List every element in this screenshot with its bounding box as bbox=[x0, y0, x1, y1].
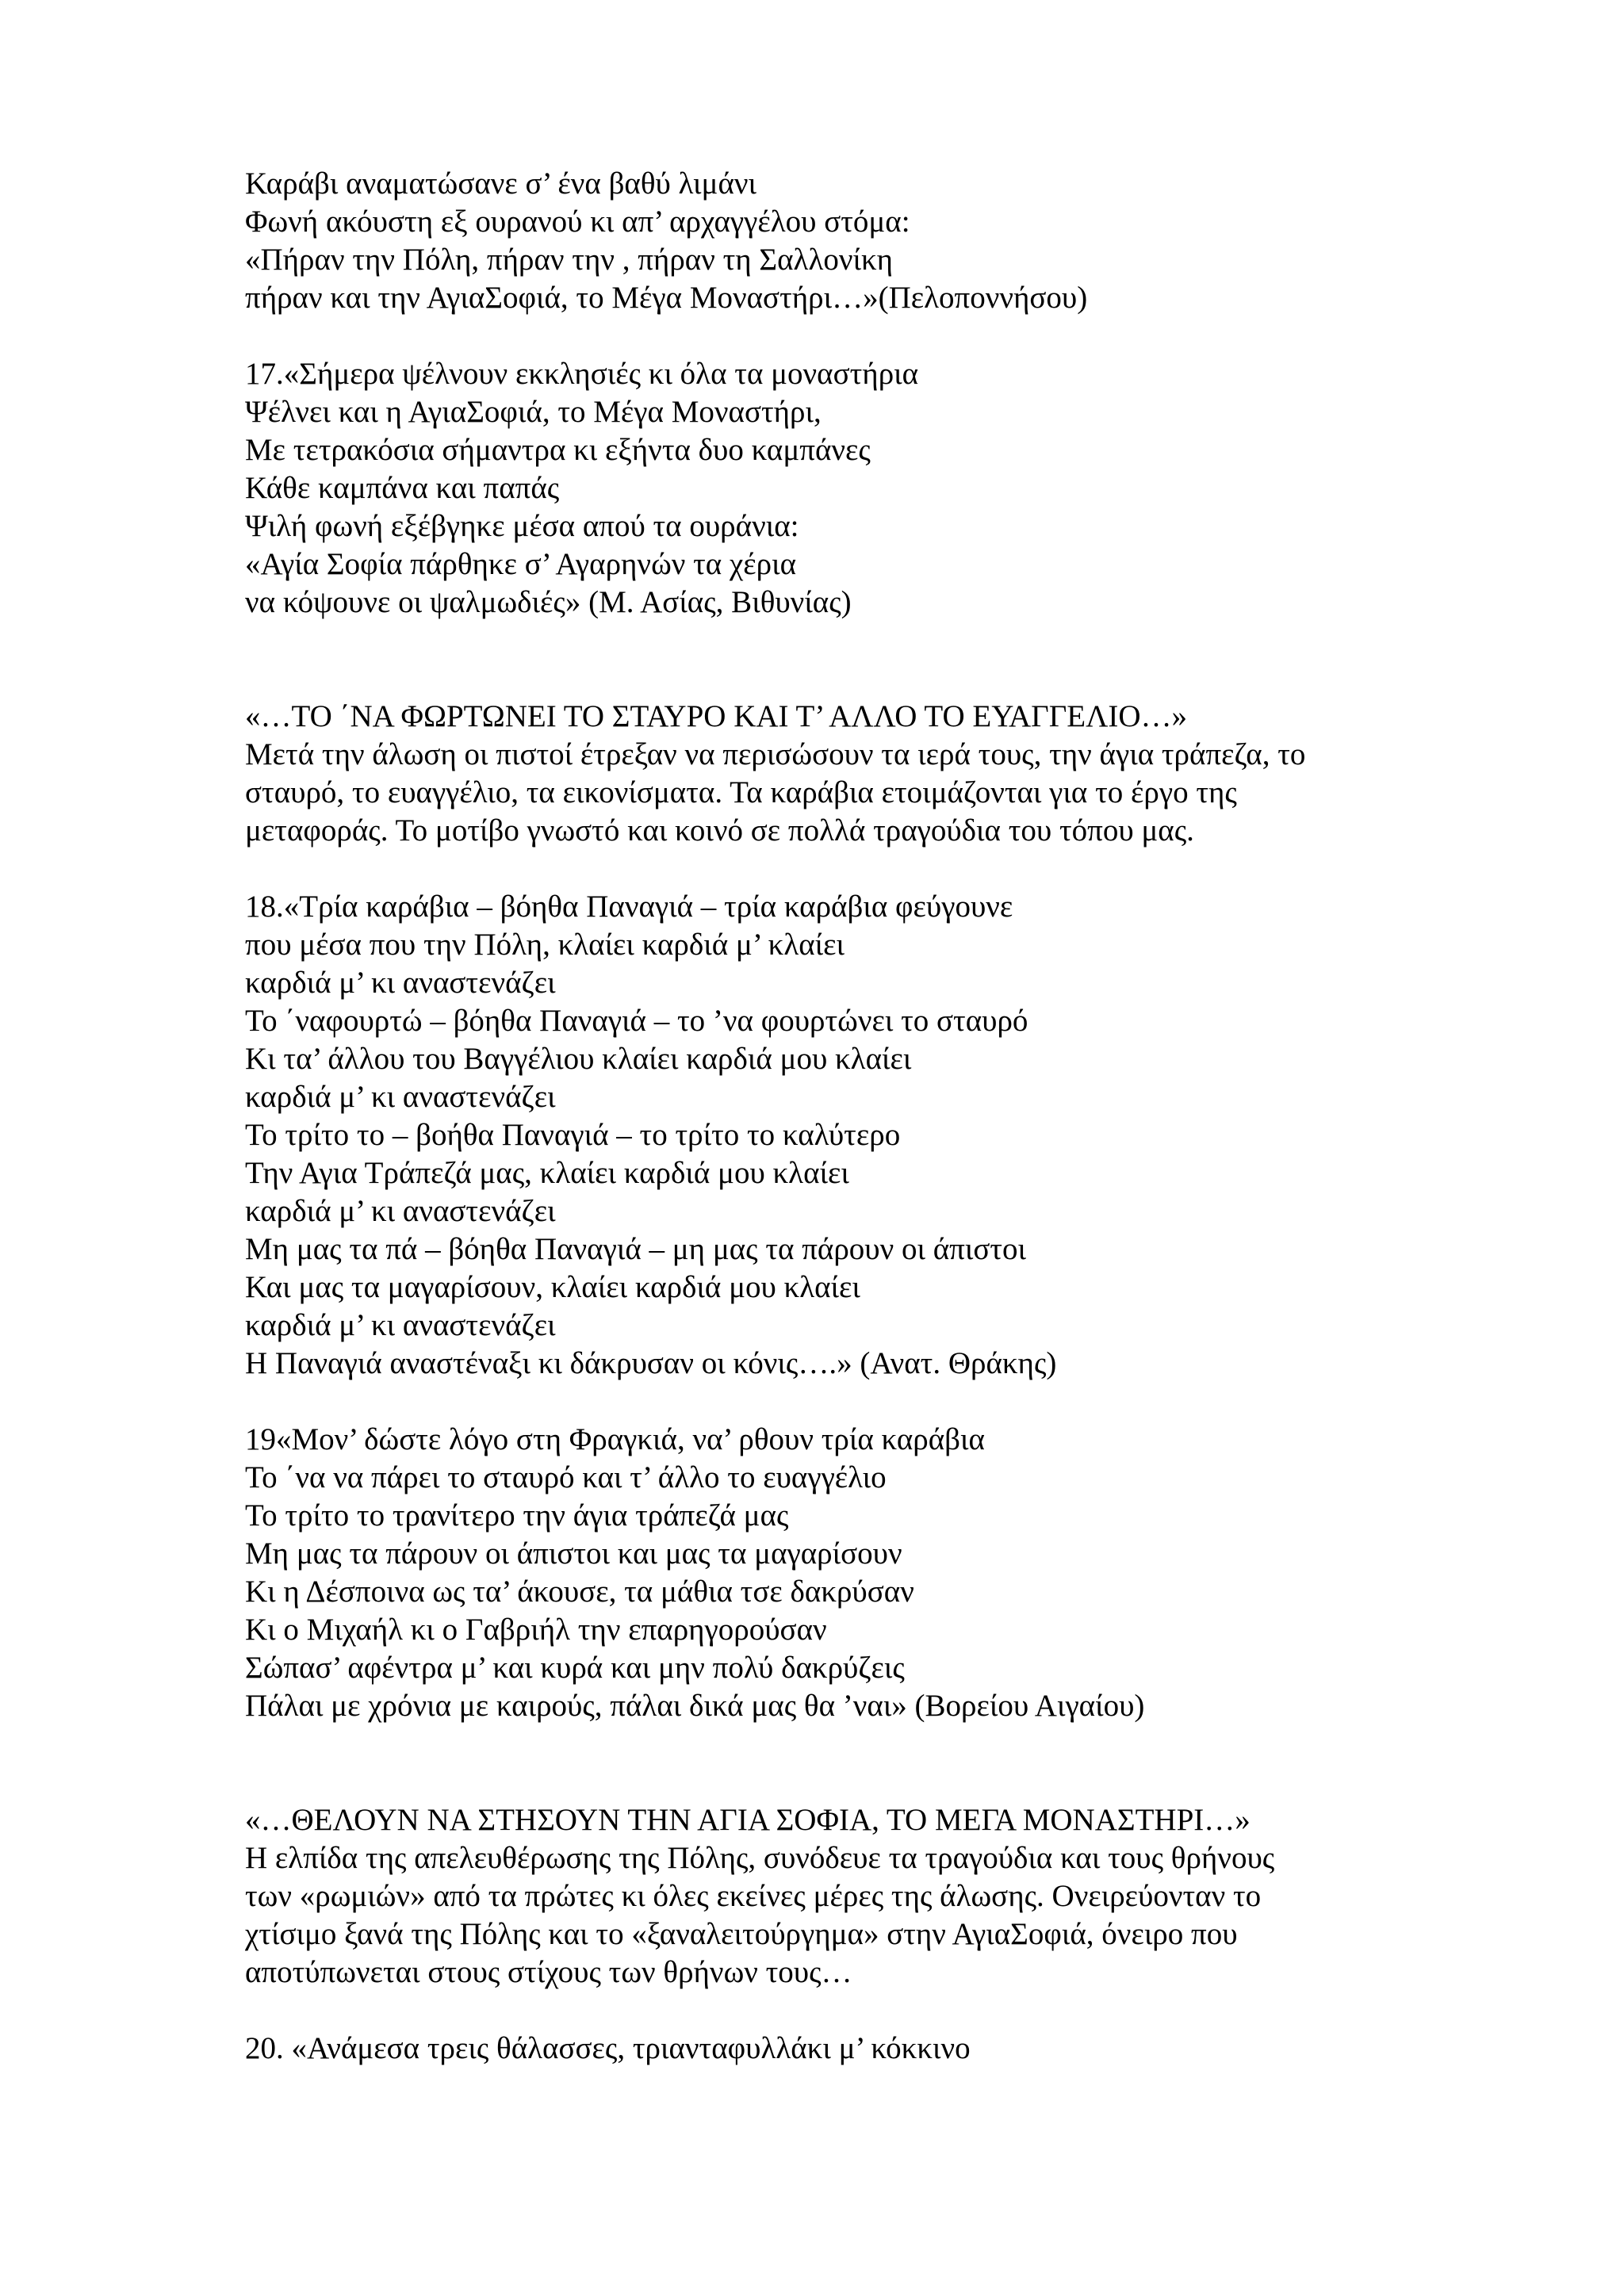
verse-line: Την Αγια Τράπεζά μας, κλαίει καρδιά μου κλαίει bbox=[245, 1156, 849, 1190]
verse-line: 18.«Τρία καράβια – βόηθα Παναγιά – τρία καράβια φεύγουνε bbox=[245, 890, 1013, 924]
verse-line: «Πήραν την Πόλη, πήραν την , πήραν τη Σαλλονίκη bbox=[245, 243, 894, 277]
verse-line: Μη μας τα πάρουν οι άπιστοι και μας τα μαγαρίσουν bbox=[245, 1536, 902, 1571]
section-heading: «…ΘΕΛΟΥΝ ΝΑ ΣΤΗΣΟΥΝ ΤΗΝ ΑΓΙΑ ΣΟΦΙΑ, ΤΟ ΜΕΓΑ ΜΟΝΑΣΤΗΡΙ…» bbox=[245, 1803, 1251, 1837]
paragraph-line: Μετά την άλωση οι πιστοί έτρεξαν να περισώσουν τα ιερά τους, την άγια τράπεζα, το bbox=[245, 737, 1306, 771]
verse-line: Το τρίτο το – βοήθα Παναγιά – το τρίτο το καλύτερο bbox=[245, 1118, 901, 1152]
verse-line: Η Παναγιά αναστέναξι κι δάκρυσαν οι κόνις….» (Ανατ. Θράκης) bbox=[245, 1346, 1057, 1380]
section-heading: «…ΤΟ ΄ΝΑ ΦΩΡΤΩΝΕΙ ΤΟ ΣΤΑΥΡΟ ΚΑΙ Τ’ ΑΛΛΟ ΤΟ ΕΥΑΓΓΕΛΙΟ…» bbox=[245, 699, 1188, 733]
verse-line: 19«Μον’ δώστε λόγο στη Φραγκιά, να’ ρθουν τρία καράβια bbox=[245, 1422, 985, 1456]
verse-line: που μέσα που την Πόλη, κλαίει καρδιά μ’ κλαίει bbox=[245, 928, 845, 962]
verse-line: Μη μας τα πά – βόηθα Παναγιά – μη μας τα πάρουν οι άπιστοι bbox=[245, 1232, 1027, 1266]
verse-line: Φωνή ακόυστη εξ ουρανού κι απ’ αρχαγγέλου στόμα: bbox=[245, 205, 910, 239]
verse-line: «Αγία Σοφία πάρθηκε σ’ Αγαρηνών τα χέρια bbox=[245, 547, 797, 581]
verse-line: πήραν και την ΑγιαΣοφιά, το Μέγα Μοναστήρι…»(Πελοποννήσου) bbox=[245, 281, 1088, 315]
verse-line: Το τρίτο το τρανίτερο την άγια τράπεζά μας bbox=[245, 1498, 789, 1533]
verse-line: 20. «Ανάμεσα τρεις θάλασσες, τριανταφυλλάκι μ’ κόκκινο bbox=[245, 2031, 971, 2065]
paragraph-line: μεταφοράς. Το μοτίβο γνωστό και κοινό σε πολλά τραγούδια του τόπου μας. bbox=[245, 813, 1194, 848]
verse-line: 17.«Σήμερα ψέλνουν εκκλησιές κι όλα τα μοναστήρια bbox=[245, 357, 919, 391]
paragraph-line: Η ελπίδα της απελευθέρωσης της Πόλης, συνόδευε τα τραγούδια και τους θρήνους bbox=[245, 1841, 1275, 1875]
paragraph-line: αποτύπωνεται στους στίχους των θρήνων τους… bbox=[245, 1955, 852, 1989]
verse-line: Κάθε καμπάνα και παπάς bbox=[245, 471, 560, 505]
verse-line: να κόψουνε οι ψαλμωδιές» (Μ. Ασίας, Βιθυνίας) bbox=[245, 585, 852, 619]
verse-line: καρδιά μ’ κι αναστενάζει bbox=[245, 1308, 556, 1342]
verse-line: Ψιλή φωνή εξέβγηκε μέσα απού τα ουράνια: bbox=[245, 509, 799, 543]
verse-line: Κι ο Μιχαήλ κι ο Γαβριήλ την επαρηγορούσαν bbox=[245, 1613, 827, 1647]
verse-line: Με τετρακόσια σήμαντρα κι εξήντα δυο καμπάνες bbox=[245, 433, 871, 467]
verse-line: Καράβι αναματώσανε σ’ ένα βαθύ λιμάνι bbox=[245, 166, 757, 201]
verse-line: Πάλαι με χρόνια με καιρούς, πάλαι δικά μας θα ’ναι» (Βορείου Αιγαίου) bbox=[245, 1689, 1145, 1723]
verse-line: καρδιά μ’ κι αναστενάζει bbox=[245, 1080, 556, 1114]
verse-line: Ψέλνει και η ΑγιαΣοφιά, το Μέγα Μοναστήρι, bbox=[245, 395, 822, 429]
paragraph-line: των «ρωμιών» από τα πρώτες κι όλες εκείνες μέρες της άλωσης. Ονειρεύονταν το bbox=[245, 1879, 1262, 1913]
verse-line: Σώπασ’ αφέντρα μ’ και κυρά και μην πολύ δακρύζεις bbox=[245, 1651, 905, 1685]
paragraph-line: σταυρό, το ευαγγέλιο, τα εικονίσματα. Τα καράβια ετοιμάζονται για το έργο της bbox=[245, 775, 1237, 809]
paragraph-line: χτίσιμο ξανά της Πόλης και το «ξαναλειτούργημα» στην ΑγιαΣοφιά, όνειρο που bbox=[245, 1917, 1238, 1951]
verse-line: καρδιά μ’ κι αναστενάζει bbox=[245, 1194, 556, 1228]
verse-line: Και μας τα μαγαρίσουν, κλαίει καρδιά μου κλαίει bbox=[245, 1270, 860, 1304]
verse-line: Κι τα’ άλλου του Βαγγέλιου κλαίει καρδιά μου κλαίει bbox=[245, 1042, 912, 1076]
verse-line: καρδιά μ’ κι αναστενάζει bbox=[245, 966, 556, 1000]
verse-line: Το ΄να να πάρει το σταυρό και τ’ άλλο το ευαγγέλιο bbox=[245, 1460, 887, 1494]
verse-line: Το ΄ναφουρτώ – βόηθα Παναγιά – το ’να φουρτώνει το σταυρό bbox=[245, 1004, 1028, 1038]
verse-line: Κι η Δέσποινα ως τα’ άκουσε, τα μάθια τσε δακρύσαν bbox=[245, 1575, 914, 1609]
